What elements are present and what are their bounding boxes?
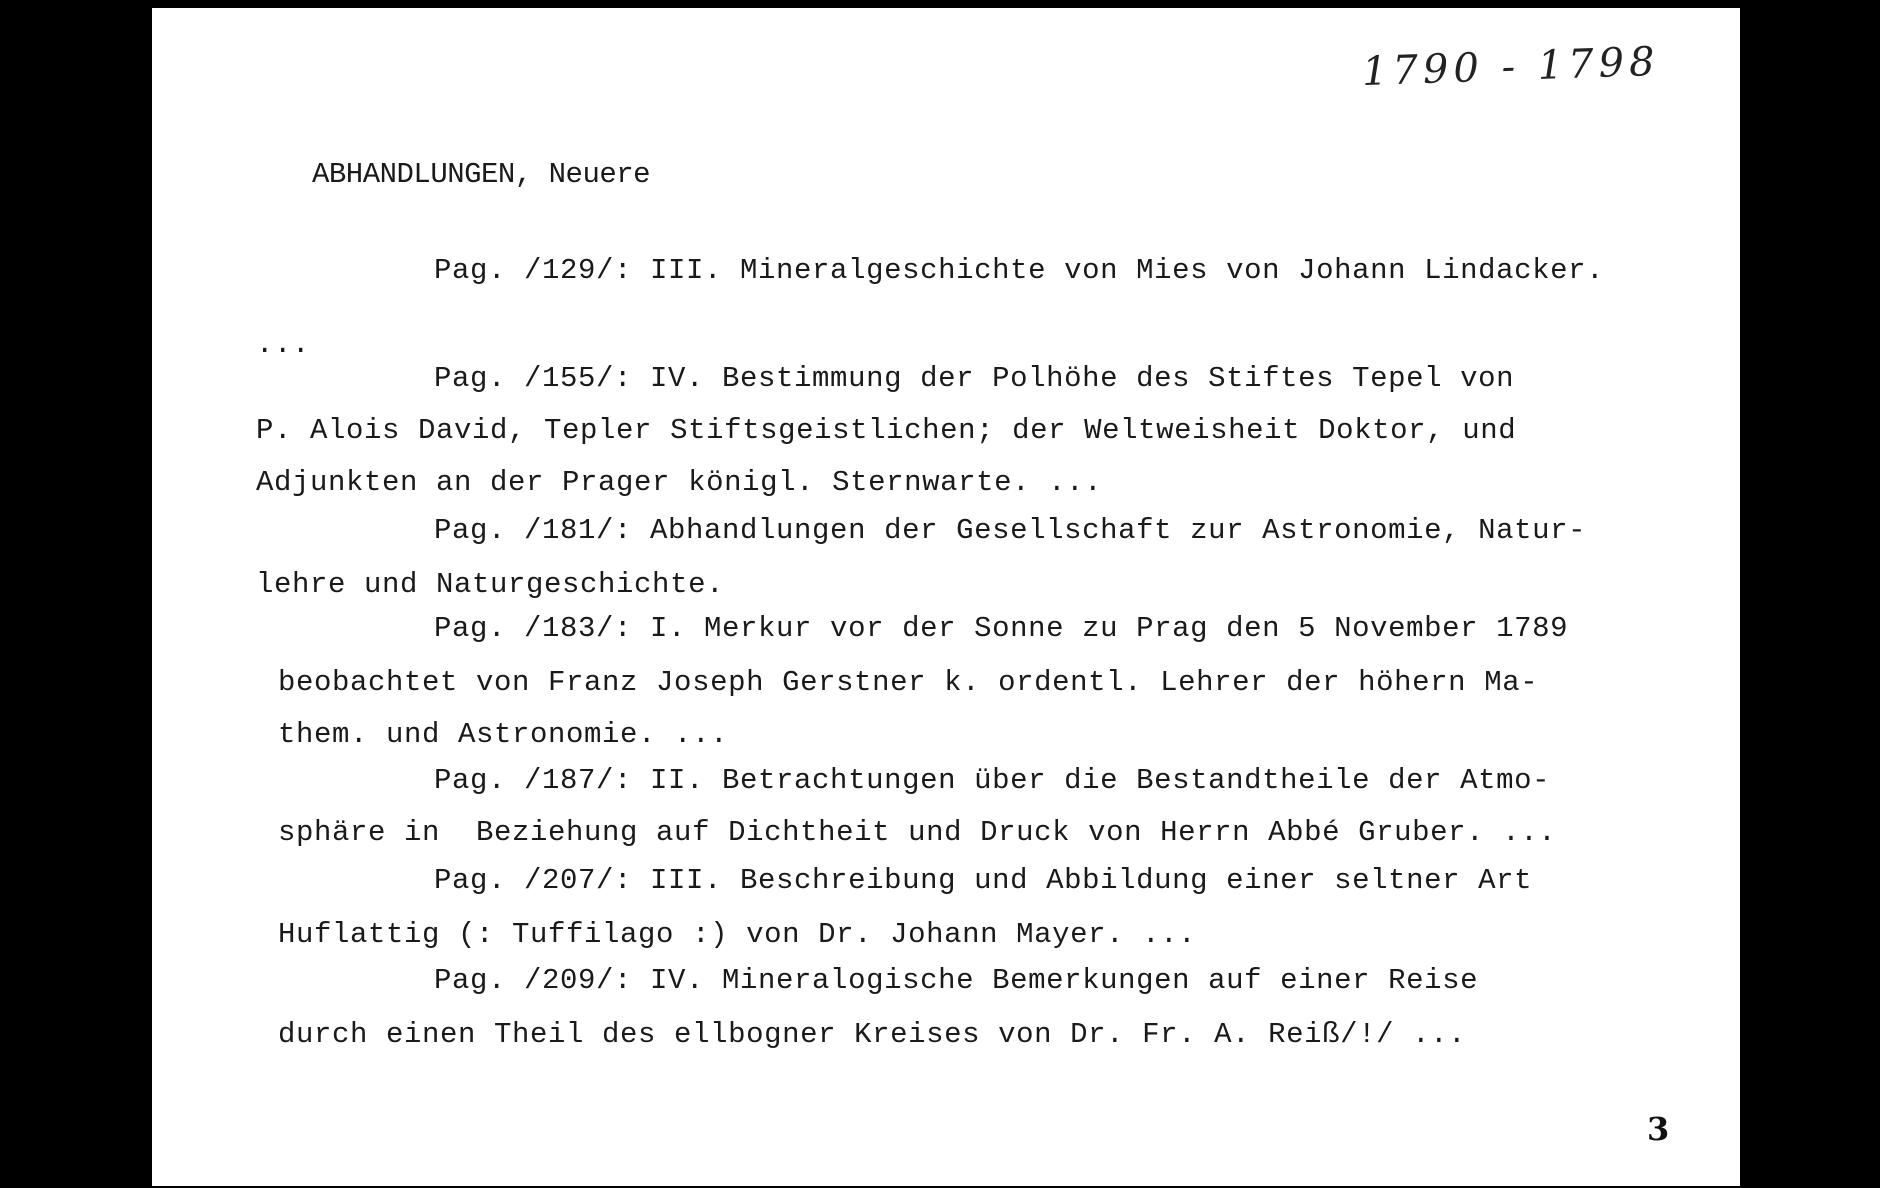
catalog-card [152, 8, 1740, 1186]
page-number: 3 [1647, 1110, 1670, 1148]
entry-line: sphäre in Beziehung auf Dichtheit und Druck von Herrn Abbé Gruber. ... [278, 816, 1557, 849]
entry-line: Huflattig (: Tuffilago :) von Dr. Johann Mayer. ... [278, 918, 1197, 951]
entry-line: ... [256, 328, 311, 361]
entry-line: durch einen Theil des ellbogner Kreises von Dr. Fr. A. Reiß/!/ ... [278, 1018, 1467, 1051]
entry-line: Pag. /181/: Abhandlungen der Gesellschaft zur Astronomie, Natur- [434, 514, 1587, 547]
entry-line: lehre und Naturgeschichte. [256, 568, 725, 601]
entry-line: Pag. /187/: II. Betrachtungen über die Bestandtheile der Atmo- [434, 764, 1551, 797]
card-heading: ABHANDLUNGEN, Neuere [312, 158, 651, 191]
entry-line: Pag. /209/: IV. Mineralogische Bemerkungen auf einer Reise [434, 964, 1479, 997]
entry-line: Pag. /207/: III. Beschreibung und Abbildung einer seltner Art [434, 864, 1533, 897]
entry-line: them. und Astronomie. ... [278, 718, 729, 751]
entry-line: P. Alois David, Tepler Stiftsgeistlichen; der Weltweisheit Doktor, und [256, 414, 1517, 447]
entry-line: beobachtet von Franz Joseph Gerstner k. ordentl. Lehrer der höhern Ma- [278, 666, 1539, 699]
entry-line: Pag. /155/: IV. Bestimmung der Polhöhe des Stiftes Tepel von [434, 362, 1515, 395]
handwritten-date: 1790 - 1798 [1361, 38, 1661, 96]
entry-line: Pag. /183/: I. Merkur vor der Sonne zu Prag den 5 November 1789 [434, 612, 1569, 645]
entry-line: Pag. /129/: III. Mineralgeschichte von Mies von Johann Lindacker. [434, 254, 1605, 287]
entry-line: Adjunkten an der Prager königl. Sternwarte. ... [256, 466, 1103, 499]
